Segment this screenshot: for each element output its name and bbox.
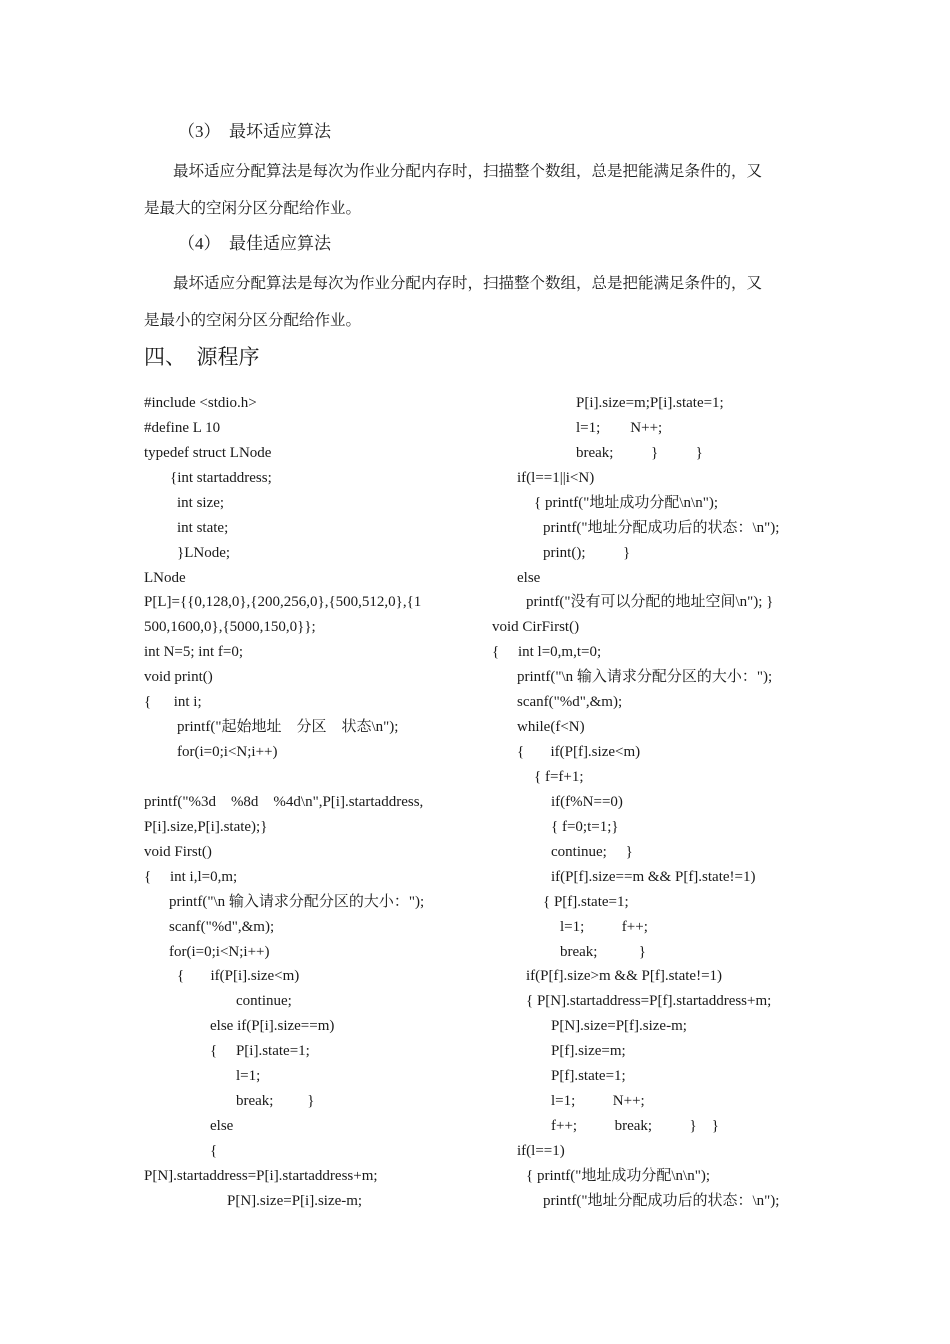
code-line: printf("地址分配成功后的状态：\n"); (543, 1193, 780, 1209)
code-line: { P[N].startaddress=P[f].startaddress+m; (526, 993, 772, 1009)
code-line: continue; } (551, 844, 633, 860)
code-line: printf("没有可以分配的地址空间\n"); } (526, 594, 774, 610)
code-line: printf("地址分配成功后的状态：\n"); (543, 520, 780, 536)
code-line: P[N].startaddress=P[i].startaddress+m; (144, 1168, 378, 1184)
code-line: if(l==1||i<N) (517, 470, 595, 486)
code-line: { P[f].state=1; (543, 894, 629, 910)
code-line: { printf("地址成功分配\n\n"); (526, 1168, 711, 1184)
code-line: { int l=0,m,t=0; (492, 644, 602, 660)
code-line: { int i,l=0,m; (144, 869, 238, 885)
code-line: P[f].state=1; (551, 1068, 626, 1084)
paragraph-best-fit-line2: 是最小的空闲分区分配给作业。 (144, 312, 362, 329)
code-line: #define L 10 (144, 420, 221, 436)
code-line: if(P[f].size>m && P[f].state!=1) (526, 968, 723, 984)
code-line: { (210, 1143, 218, 1159)
code-line: 500,1600,0},{5000,150,0}}; (144, 619, 316, 635)
code-line: }LNode; (177, 545, 231, 561)
code-line: f++; break; } } (551, 1118, 719, 1134)
code-line: void print() (144, 669, 213, 685)
code-line: else (517, 570, 541, 586)
code-line: print(); } (543, 545, 631, 561)
code-line: P[L]={{0,128,0},{200,256,0},{500,512,0},{1 (144, 594, 422, 610)
paragraph-worst-fit-line2: 是最大的空闲分区分配给作业。 (144, 200, 362, 217)
code-line: LNode (144, 570, 186, 586)
code-line: typedef struct LNode (144, 445, 272, 461)
section-heading-best-fit: （4） 最佳适应算法 (178, 234, 331, 253)
code-line: void First() (144, 844, 212, 860)
code-line: { P[i].state=1; (210, 1043, 310, 1059)
code-line: #include <stdio.h> (144, 395, 257, 411)
code-line: else (210, 1118, 234, 1134)
code-line: { if(P[f].size<m) (517, 744, 641, 760)
code-line: continue; (236, 993, 292, 1009)
code-line: {int startaddress; (170, 470, 272, 486)
code-line: P[i].size,P[i].state);} (144, 819, 268, 835)
code-line: { f=f+1; (534, 769, 584, 785)
code-line: break; } } (576, 445, 703, 461)
code-line: P[i].size=m;P[i].state=1; (576, 395, 724, 411)
code-line: scanf("%d",&m); (169, 919, 275, 935)
code-line: printf("\n 输入请求分配分区的大小："); (517, 669, 773, 685)
code-line: int N=5; int f=0; (144, 644, 244, 660)
section-heading-worst-fit: （3） 最坏适应算法 (178, 122, 331, 141)
code-line: while(f<N) (517, 719, 585, 735)
code-line: for(i=0;i<N;i++) (177, 744, 278, 760)
code-line: int state; (177, 520, 229, 536)
code-line: if(l==1) (517, 1143, 565, 1159)
code-line: void CirFirst() (492, 619, 580, 635)
code-line: P[N].size=P[i].size-m; (227, 1193, 363, 1209)
code-line: printf("起始地址 分区 状态\n"); (177, 719, 399, 735)
code-line: printf("\n 输入请求分配分区的大小："); (169, 894, 425, 910)
code-line: printf("%3d %8d %4d\n",P[i].startaddress, (144, 794, 424, 810)
chapter-title: 四、 源程序 (144, 345, 260, 369)
code-line: { int i; (144, 694, 202, 710)
code-line: for(i=0;i<N;i++) (169, 944, 270, 960)
code-line: l=1; N++; (576, 420, 663, 436)
code-line: P[N].size=P[f].size-m; (551, 1018, 687, 1034)
code-line: { f=0;t=1;} (551, 819, 619, 835)
code-line: { if(P[i].size<m) (177, 968, 300, 984)
code-line: if(f%N==0) (551, 794, 623, 810)
code-line: scanf("%d",&m); (517, 694, 623, 710)
code-line: l=1; f++; (560, 919, 648, 935)
code-line: if(P[f].size==m && P[f].state!=1) (551, 869, 756, 885)
code-line: int size; (177, 495, 225, 511)
paragraph-best-fit-line1: 最坏适应分配算法是每次为作业分配内存时，扫描整个数组，总是把能满足条件的，又 (173, 275, 763, 292)
code-line: l=1; (236, 1068, 261, 1084)
code-line: { printf("地址成功分配\n\n"); (534, 495, 719, 511)
paragraph-worst-fit-line1: 最坏适应分配算法是每次为作业分配内存时，扫描整个数组，总是把能满足条件的，又 (173, 163, 763, 180)
code-line: break; } (560, 944, 646, 960)
code-line: P[f].size=m; (551, 1043, 626, 1059)
code-line: break; } (236, 1093, 315, 1109)
code-line: l=1; N++; (551, 1093, 645, 1109)
code-line: else if(P[i].size==m) (210, 1018, 335, 1034)
